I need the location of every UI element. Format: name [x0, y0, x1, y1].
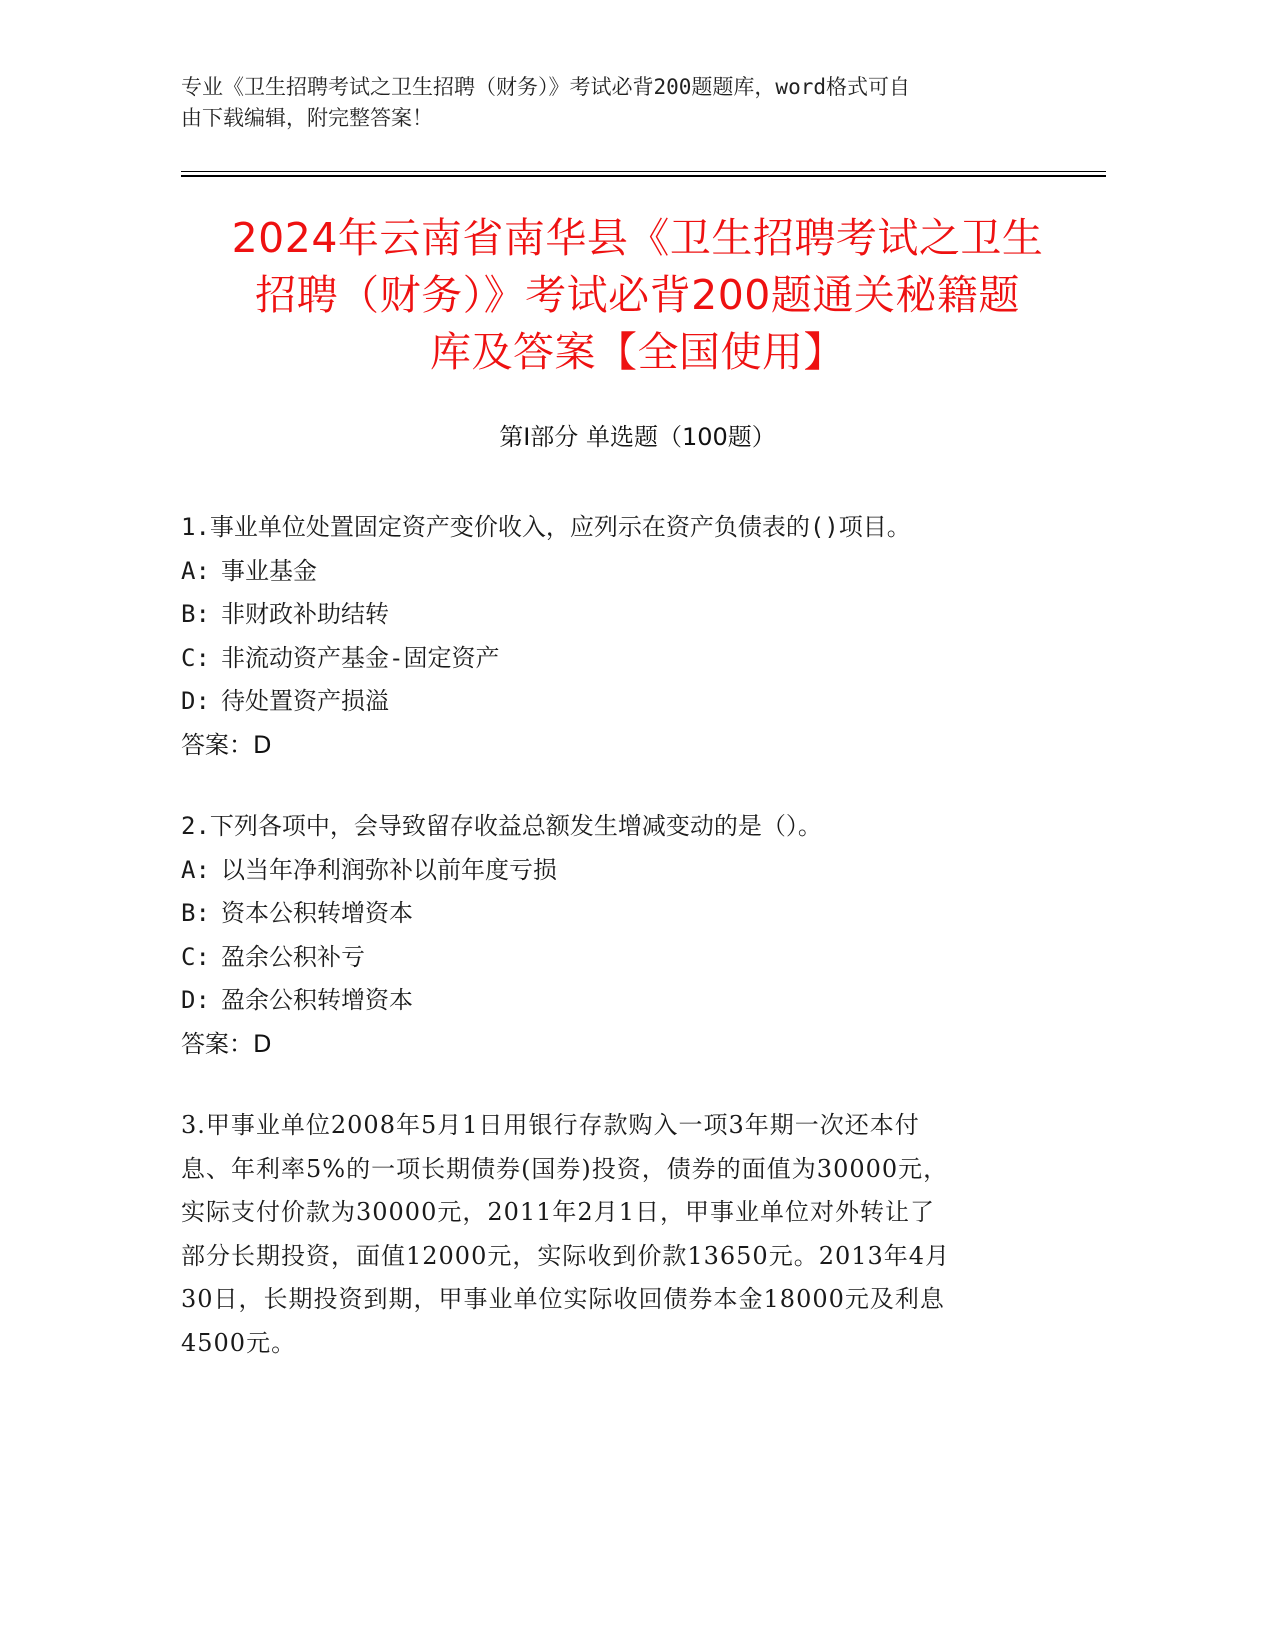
question-stem-line: 30日，长期投资到期，甲事业单位实际收回债券本金18000元及利息 — [181, 1285, 945, 1313]
option-key: D: — [181, 986, 210, 1014]
question-1 — [181, 506, 1041, 767]
option-key: D: — [181, 687, 210, 715]
option-text: 以当年净利润弥补以前年度亏损 — [221, 855, 557, 884]
option-text: 盈余公积补亏 — [221, 942, 365, 971]
option-text: 资本公积转增资本 — [221, 899, 413, 927]
header-rule-thin — [181, 171, 1106, 172]
question-answer: 答案：D — [181, 1029, 272, 1058]
option-key: B: — [181, 899, 210, 927]
document-title — [150, 210, 1125, 381]
option-c — [181, 936, 1041, 980]
option-text: 盈余公积转增资本 — [221, 986, 413, 1014]
intro-line-1: 专业《卫生招聘考试之卫生招聘（财务）》考试必背200题题库，word格式可自 — [181, 75, 910, 99]
header-rule-thick — [181, 175, 1106, 177]
intro-text — [181, 72, 1041, 134]
title-line-2: 招聘（财务）》考试必背200题通关秘籍题 — [255, 271, 1020, 319]
question-answer: 答案：D — [181, 730, 272, 759]
question-stem-line: 息、年利率5%的一项长期债券(国券)投资，债券的面值为30000元， — [181, 1154, 949, 1183]
question-stem-line: 部分长期投资，面值12000元，实际收到价款13650元。2013年4月 — [181, 1241, 951, 1270]
option-text: 非流动资产基金-固定资产 — [221, 643, 500, 672]
option-key: C: — [181, 643, 210, 672]
question-stem: 2.下列各项中，会导致留存收益总额发生增减变动的是（）。 — [181, 812, 822, 840]
option-d — [181, 979, 1041, 1023]
option-text: 待处置资产损溢 — [221, 687, 389, 715]
section-heading: 第Ⅰ部分 单选题（100题） — [499, 423, 776, 451]
title-line-1: 2024年云南省南华县《卫生招聘考试之卫生 — [231, 214, 1044, 262]
option-a — [181, 849, 1041, 893]
question-2 — [181, 805, 1041, 1066]
title-line-3: 库及答案【全国使用】 — [430, 328, 845, 376]
question-stem: 1.事业单位处置固定资产变价收入，应列示在资产负债表的()项目。 — [181, 513, 911, 541]
option-key: B: — [181, 600, 210, 628]
option-key: C: — [181, 942, 210, 971]
intro-line-2: 由下载编辑，附完整答案！ — [181, 106, 433, 130]
question-stem-line: 4500元。 — [181, 1328, 297, 1357]
option-d — [181, 680, 1041, 724]
option-key: A: — [181, 855, 210, 884]
question-stem-line: 实际支付价款为30000元，2011年2月1日，甲事业单位对外转让了 — [181, 1198, 935, 1226]
question-3 — [181, 1104, 1041, 1365]
option-b — [181, 593, 1041, 637]
question-stem-line: 3.甲事业单位2008年5月1日用银行存款购入一项3年期一次还本付 — [181, 1111, 920, 1139]
option-text: 事业基金 — [221, 556, 317, 585]
option-text: 非财政补助结转 — [221, 600, 389, 628]
option-a — [181, 550, 1041, 594]
option-key: A: — [181, 556, 210, 585]
question-list — [181, 506, 1041, 1403]
option-c — [181, 637, 1041, 681]
option-b — [181, 892, 1041, 936]
